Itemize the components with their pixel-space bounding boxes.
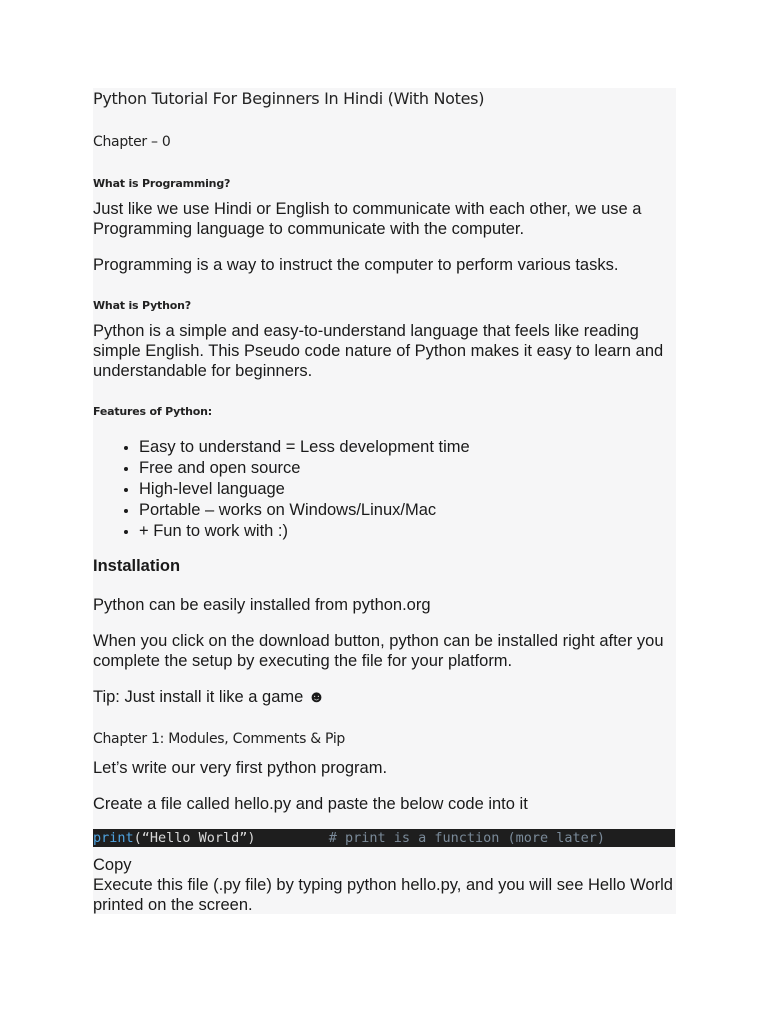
programming-paragraph-1: Just like we use Hindi or English to communicate with each other, we use a Programming language to communicate with the computer. <box>93 200 642 238</box>
chapter-1-paragraph-3: Execute this file (.py file) by typing python hello.py, and you will see Hello World printed on the screen. <box>93 876 673 914</box>
code-snippet <box>93 829 675 847</box>
programming-paragraph-2: Programming is a way to instruct the computer to perform various tasks. <box>93 256 619 274</box>
installation-heading: Installation <box>93 557 181 575</box>
code-spacer <box>256 830 329 846</box>
document-title: Python Tutorial For Beginners In Hindi (With Notes) <box>93 89 485 108</box>
feature-item: • Easy to understand = Less development time <box>139 437 470 458</box>
what-is-programming-heading: What is Programming? <box>93 177 231 190</box>
feature-item: • + Fun to work with :) <box>139 521 470 542</box>
feature-item: • Portable – works on Windows/Linux/Mac <box>139 500 470 521</box>
features-heading: Features of Python: <box>93 405 212 418</box>
what-is-python-heading: What is Python? <box>93 299 191 312</box>
code-args: (“Hello World”) <box>133 830 256 846</box>
chapter-1-heading: Chapter 1: Modules, Comments & Pip <box>93 731 346 747</box>
installation-tip: Tip: Just install it like a game ☻ <box>93 688 326 706</box>
chapter-1-paragraph-2: Create a file called hello.py and paste the below code into it <box>93 795 528 813</box>
chapter-0-label: Chapter – 0 <box>93 134 171 150</box>
copy-button[interactable]: Copy <box>93 856 132 874</box>
feature-item: • Free and open source <box>139 458 470 479</box>
python-paragraph: Python is a simple and easy-to-understand language that feels like reading simple English. This Pseudo code nature of Python makes it easy to learn and understandable for beginners. <box>93 322 664 380</box>
features-list <box>93 437 470 542</box>
code-keyword: print <box>93 830 134 846</box>
feature-item: • High-level language <box>139 479 470 500</box>
code-comment: # print is a function (more later) <box>328 830 606 846</box>
installation-paragraph-2: When you click on the download button, python can be installed right after you complete the setup by executing the file for your platform. <box>93 632 664 670</box>
chapter-1-paragraph-1: Let’s write our very first python program. <box>93 759 388 777</box>
installation-paragraph-1: Python can be easily installed from python.org <box>93 596 431 614</box>
